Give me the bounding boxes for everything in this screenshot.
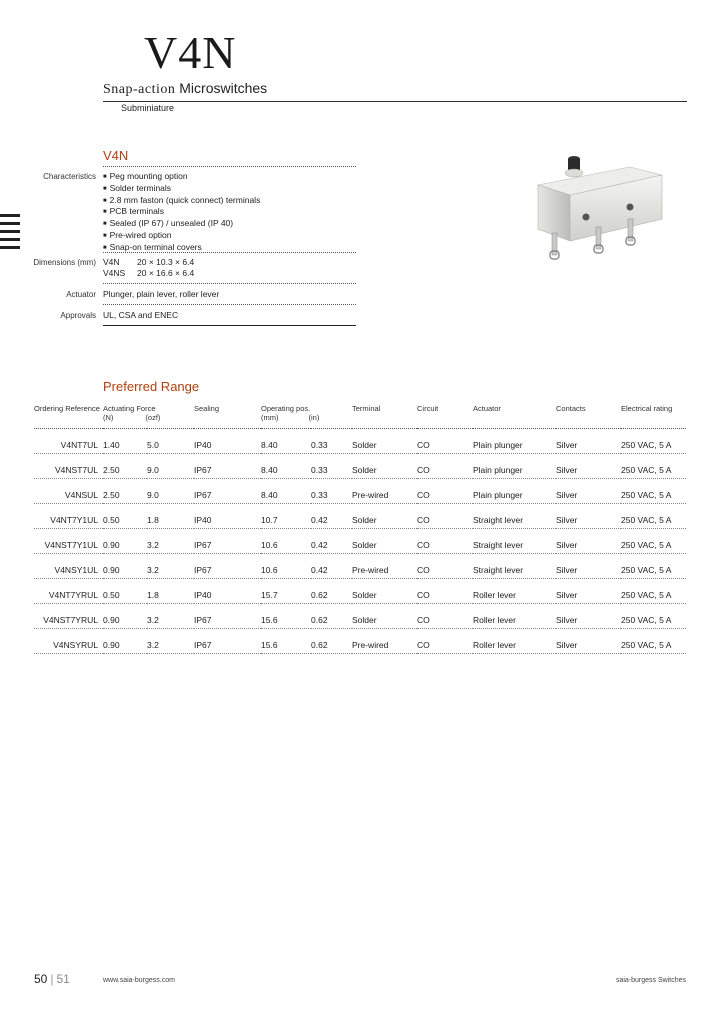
- list-item: ■ Solder terminals: [103, 183, 260, 195]
- force-ozf-cell: 1.8: [147, 589, 159, 600]
- circuit-cell: CO: [417, 614, 430, 625]
- dim-model: V4NS: [103, 267, 126, 278]
- force-ozf-cell: 3.2: [147, 539, 159, 550]
- op-pos-mm-cell: 15.6: [261, 639, 278, 650]
- op-pos-mm-cell: 15.6: [261, 614, 278, 625]
- ordering-code-cell: V4NSY1UL: [54, 564, 98, 575]
- sealing-cell: IP67: [194, 564, 212, 575]
- list-item: ■ Sealed (IP 67) / unsealed (IP 40): [103, 218, 260, 230]
- actuator-cell: Straight lever: [473, 514, 524, 525]
- contacts-cell: Silver: [556, 514, 578, 525]
- sealing-cell: IP40: [194, 514, 212, 525]
- page-number-left: 50: [34, 972, 48, 986]
- electrical-rating-cell: 250 VAC, 5 A: [621, 539, 672, 550]
- list-item: ■ Peg mounting option: [103, 171, 260, 183]
- op-pos-mm-cell: 8.40: [261, 439, 278, 450]
- circuit-cell: CO: [417, 464, 430, 475]
- col-header-force: [103, 404, 194, 428]
- col-header-terminal: Terminal: [352, 404, 381, 413]
- section-marker: [0, 214, 20, 254]
- circuit-cell: CO: [417, 539, 430, 550]
- force-ozf-cell: 3.2: [147, 639, 159, 650]
- contacts-cell: Silver: [556, 564, 578, 575]
- force-n-cell: 1.40: [103, 439, 120, 450]
- ordering-code-cell: V4NSYRUL: [53, 639, 98, 650]
- ordering-code-cell: V4NT7Y1UL: [50, 514, 98, 525]
- electrical-rating-cell: 250 VAC, 5 A: [621, 514, 672, 525]
- op-pos-in-cell: 0.62: [311, 614, 328, 625]
- force-ozf-cell: 3.2: [147, 564, 159, 575]
- op-pos-mm-cell: 10.6: [261, 539, 278, 550]
- force-ozf-cell: 9.0: [147, 489, 159, 500]
- table-row: [34, 553, 686, 578]
- table-row: [34, 428, 686, 453]
- circuit-cell: CO: [417, 439, 430, 450]
- force-n-cell: 0.90: [103, 539, 120, 550]
- actuator-value: Plunger, plain lever, roller lever: [103, 289, 220, 299]
- col-header-actuator: Actuator: [473, 404, 501, 413]
- terminal-cell: Solder: [352, 439, 377, 450]
- terminal-cell: Solder: [352, 464, 377, 475]
- actuator-cell: Plain plunger: [473, 489, 523, 500]
- terminal-cell: Solder: [352, 589, 377, 600]
- approvals-value: UL, CSA and ENEC: [103, 310, 179, 320]
- force-ozf-cell: 9.0: [147, 464, 159, 475]
- page-title: V4N: [144, 27, 237, 78]
- range-heading: Preferred Range: [103, 379, 200, 394]
- table-row: [34, 528, 686, 553]
- microswitch-photo: [530, 145, 680, 275]
- subtitle-light: Snap-action: [103, 82, 176, 97]
- op-pos-in-cell: 0.42: [311, 514, 328, 525]
- force-n-cell: 0.50: [103, 514, 120, 525]
- list-item: ■ Pre-wired option: [103, 230, 260, 242]
- ordering-code-cell: V4NT7UL: [60, 439, 98, 450]
- terminal-cell: Pre-wired: [352, 564, 389, 575]
- circuit-cell: CO: [417, 489, 430, 500]
- circuit-cell: CO: [417, 639, 430, 650]
- terminal-cell: Solder: [352, 514, 377, 525]
- subcategory: Subminiature: [121, 103, 175, 113]
- actuator-cell: Plain plunger: [473, 464, 523, 475]
- circuit-cell: CO: [417, 564, 430, 575]
- electrical-rating-cell: 250 VAC, 5 A: [621, 639, 672, 650]
- characteristics-list: [103, 171, 260, 254]
- page-numbers: 50 | 51: [34, 972, 70, 986]
- footer-brand: saia-burgess Switches: [615, 977, 686, 984]
- col-header-op-pos: [261, 404, 352, 428]
- force-n-cell: 0.50: [103, 589, 120, 600]
- contacts-cell: Silver: [556, 464, 578, 475]
- divider: [103, 304, 356, 305]
- header-rule: [103, 101, 687, 102]
- force-n-cell: 0.90: [103, 564, 120, 575]
- force-label: Actuating Force: [103, 404, 156, 413]
- op-pos-mm-cell: 15.7: [261, 589, 278, 600]
- dim-size: 20 × 10.3 × 6.4: [137, 257, 195, 267]
- list-item: ■ PCB terminals: [103, 206, 260, 218]
- actuator-label: Actuator: [66, 290, 96, 299]
- force-ozf-cell: 5.0: [147, 439, 159, 450]
- circuit-cell: CO: [417, 514, 430, 525]
- electrical-rating-cell: 250 VAC, 5 A: [621, 614, 672, 625]
- sealing-cell: IP40: [194, 439, 212, 450]
- contacts-cell: Silver: [556, 439, 578, 450]
- op-pos-mm-cell: 8.40: [261, 489, 278, 500]
- contacts-cell: Silver: [556, 539, 578, 550]
- electrical-rating-cell: 250 VAC, 5 A: [621, 564, 672, 575]
- table-row: [34, 628, 686, 653]
- op-pos-in-cell: 0.33: [311, 439, 328, 450]
- col-header-contacts: Contacts: [556, 404, 586, 413]
- actuator-cell: Straight lever: [473, 539, 524, 550]
- electrical-rating-cell: 250 VAC, 5 A: [621, 464, 672, 475]
- sealing-cell: IP67: [194, 639, 212, 650]
- force-unit-ozf: (ozf): [145, 413, 161, 422]
- ordering-code-cell: V4NSUL: [64, 489, 98, 500]
- table-row: [34, 503, 686, 528]
- table-row: [34, 578, 686, 603]
- table-header-row: [34, 404, 686, 428]
- terminal-cell: Pre-wired: [352, 489, 389, 500]
- circuit-cell: CO: [417, 589, 430, 600]
- electrical-rating-cell: 250 VAC, 5 A: [621, 489, 672, 500]
- op-pos-in-cell: 0.42: [311, 564, 328, 575]
- op-pos-label: Operating pos.: [261, 404, 311, 413]
- divider: [103, 166, 356, 167]
- actuator-cell: Roller lever: [473, 639, 516, 650]
- dim-model: V4N: [103, 257, 120, 267]
- force-ozf-cell: 1.8: [147, 514, 159, 525]
- divider: [103, 252, 356, 253]
- op-pos-in-cell: 0.33: [311, 464, 328, 475]
- spec-heading: V4N: [103, 148, 129, 163]
- col-header-sealing: Sealing: [194, 404, 220, 413]
- op-pos-in-cell: 0.33: [311, 489, 328, 500]
- contacts-cell: Silver: [556, 639, 578, 650]
- sealing-cell: IP40: [194, 589, 212, 600]
- force-n-cell: 0.90: [103, 639, 120, 650]
- dimensions-values: [103, 257, 194, 278]
- approvals-label: Approvals: [60, 311, 96, 320]
- terminal-cell: Pre-wired: [352, 639, 389, 650]
- preferred-range-table: [34, 404, 686, 654]
- op-pos-in-cell: 0.42: [311, 539, 328, 550]
- electrical-rating-cell: 250 VAC, 5 A: [621, 589, 672, 600]
- list-item: ■ Snap-on terminal covers: [103, 242, 260, 254]
- op-pos-in-cell: 0.62: [311, 589, 328, 600]
- divider: [103, 283, 356, 284]
- actuator-cell: Plain plunger: [473, 439, 523, 450]
- list-item: ■ 2.8 mm faston (quick connect) terminals: [103, 195, 260, 207]
- page-subtitle: [103, 80, 267, 98]
- actuator-cell: Roller lever: [473, 589, 516, 600]
- col-header-ordering: Ordering Reference: [34, 404, 100, 413]
- contacts-cell: Silver: [556, 489, 578, 500]
- sealing-cell: IP67: [194, 539, 212, 550]
- ordering-code-cell: V4NST7YRUL: [43, 614, 98, 625]
- table-row: [34, 453, 686, 478]
- force-ozf-cell: 3.2: [147, 614, 159, 625]
- footer-url[interactable]: www.saia-burgess.com: [103, 977, 175, 984]
- op-pos-mm-cell: 8.40: [261, 464, 278, 475]
- op-unit-in: (in): [308, 413, 320, 422]
- force-n-cell: 2.50: [103, 489, 120, 500]
- ordering-code-cell: V4NST7UL: [55, 464, 98, 475]
- contacts-cell: Silver: [556, 589, 578, 600]
- col-header-circuit: Circuit: [417, 404, 439, 413]
- op-unit-mm: (mm): [261, 413, 279, 422]
- sealing-cell: IP67: [194, 614, 212, 625]
- force-unit-n: (N): [103, 413, 114, 422]
- ordering-code-cell: V4NT7YRUL: [48, 589, 98, 600]
- terminal-cell: Solder: [352, 539, 377, 550]
- dim-size: 20 × 16.6 × 6.4: [137, 267, 195, 278]
- divider: [103, 325, 356, 326]
- op-pos-mm-cell: 10.6: [261, 564, 278, 575]
- page-number-right: 51: [56, 972, 70, 986]
- subtitle-bold: Microswitches: [179, 80, 268, 96]
- ordering-code-cell: V4NST7Y1UL: [44, 539, 98, 550]
- characteristics-label: Characteristics: [43, 172, 96, 181]
- op-pos-in-cell: 0.62: [311, 639, 328, 650]
- op-pos-mm-cell: 10.7: [261, 514, 278, 525]
- terminal-cell: Solder: [352, 614, 377, 625]
- sealing-cell: IP67: [194, 489, 212, 500]
- actuator-cell: Straight lever: [473, 564, 524, 575]
- table-row: [34, 478, 686, 503]
- actuator-cell: Roller lever: [473, 614, 516, 625]
- force-n-cell: 0.90: [103, 614, 120, 625]
- col-header-rating: Electrical rating: [621, 404, 673, 413]
- sealing-cell: IP67: [194, 464, 212, 475]
- force-n-cell: 2.50: [103, 464, 120, 475]
- table-row: [34, 603, 686, 628]
- contacts-cell: Silver: [556, 614, 578, 625]
- electrical-rating-cell: 250 VAC, 5 A: [621, 439, 672, 450]
- dimensions-label: Dimensions (mm): [33, 258, 96, 267]
